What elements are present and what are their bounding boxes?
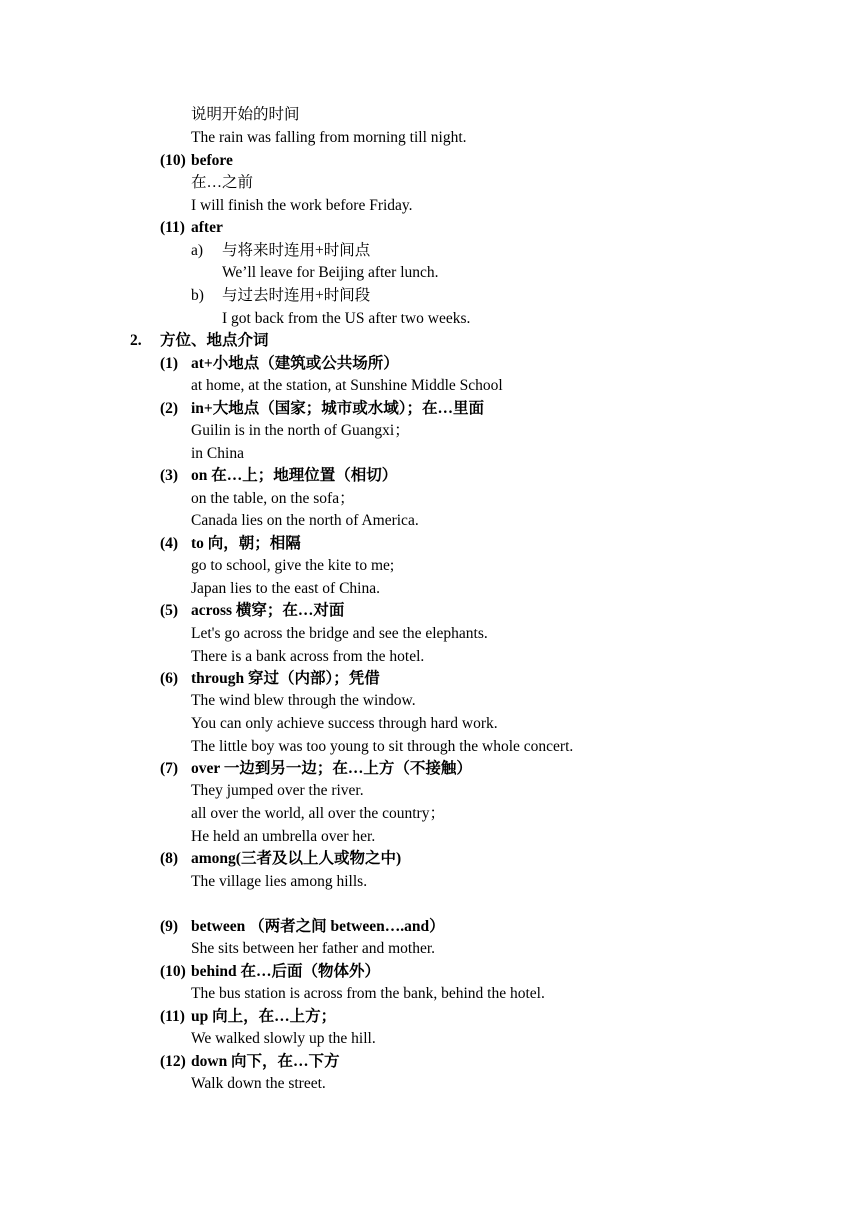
item-number: (9) — [160, 918, 179, 935]
example-sentence: Japan lies to the east of China. — [191, 580, 380, 597]
item-number: (2) — [160, 400, 179, 417]
text-line: 与将来时连用+时间点 — [222, 242, 371, 259]
item-heading: down 向下，在…下方 — [191, 1053, 340, 1070]
item-heading: over 一边到另一边；在…上方（不接触） — [191, 760, 472, 777]
example-sentence: The rain was falling from morning till night. — [191, 129, 467, 146]
item-heading: in+大地点（国家；城市或水域）；在…里面 — [191, 400, 485, 417]
item-heading: after — [191, 219, 223, 236]
example-sentence: I got back from the US after two weeks. — [222, 310, 471, 327]
example-sentence: I will finish the work before Friday. — [191, 197, 413, 214]
item-heading: among(三者及以上人或物之中) — [191, 850, 402, 867]
example-sentence: Let's go across the bridge and see the elephants. — [191, 625, 488, 642]
example-sentence: Canada lies on the north of America. — [191, 512, 419, 529]
example-sentence: We walked slowly up the hill. — [191, 1030, 376, 1047]
item-number: (6) — [160, 670, 179, 687]
example-sentence: You can only achieve success through hard work. — [191, 715, 498, 732]
item-number: (3) — [160, 467, 179, 484]
example-sentence: all over the world, all over the country； — [191, 805, 445, 822]
item-number: (11) — [160, 219, 185, 236]
example-sentence: The wind blew through the window. — [191, 692, 416, 709]
example-sentence: There is a bank across from the hotel. — [191, 648, 425, 665]
item-number: (12) — [160, 1053, 186, 1070]
example-sentence: The village lies among hills. — [191, 873, 368, 890]
item-number: (7) — [160, 760, 179, 777]
item-number: (4) — [160, 535, 179, 552]
text-line: 与过去时连用+时间段 — [222, 287, 371, 304]
text-line: 在…之前 — [191, 174, 254, 191]
item-number: (5) — [160, 602, 179, 619]
example-sentence: She sits between her father and mother. — [191, 940, 436, 957]
example-sentence: He held an umbrella over her. — [191, 828, 376, 845]
sub-item-label: b) — [191, 287, 204, 304]
item-number: (10) — [160, 152, 186, 169]
item-heading: across 横穿；在…对面 — [191, 602, 345, 619]
item-heading: at+小地点（建筑或公共场所） — [191, 355, 399, 372]
example-sentence: The little boy was too young to sit through the whole concert. — [191, 738, 574, 755]
example-sentence: Walk down the street. — [191, 1075, 326, 1092]
section-heading: 方位、地点介词 — [160, 332, 269, 349]
example-sentence: at home, at the station, at Sunshine Middle School — [191, 377, 503, 394]
item-number: (10) — [160, 963, 186, 980]
item-heading: on 在…上；地理位置（相切） — [191, 467, 398, 484]
example-sentence: in China — [191, 445, 244, 462]
item-number: (11) — [160, 1008, 185, 1025]
sub-item-label: a) — [191, 242, 204, 259]
example-sentence: go to school, give the kite to me; — [191, 557, 395, 574]
section-number: 2. — [130, 332, 142, 349]
example-sentence: Guilin is in the north of Guangxi； — [191, 422, 410, 439]
example-sentence: We’ll leave for Beijing after lunch. — [222, 264, 439, 281]
item-heading: before — [191, 152, 233, 169]
item-number: (1) — [160, 355, 179, 372]
item-number: (8) — [160, 850, 179, 867]
item-heading: through 穿过（内部）；凭借 — [191, 670, 380, 687]
item-heading: to 向，朝；相隔 — [191, 535, 301, 552]
item-heading: behind 在…后面（物体外） — [191, 963, 381, 980]
text-line: 说明开始的时间 — [191, 106, 300, 123]
item-heading: between （两者之间 between….and） — [191, 918, 445, 935]
example-sentence: on the table, on the sofa； — [191, 490, 355, 507]
example-sentence: They jumped over the river. — [191, 782, 364, 799]
item-heading: up 向上，在…上方； — [191, 1008, 337, 1025]
example-sentence: The bus station is across from the bank, behind the hotel. — [191, 985, 545, 1002]
